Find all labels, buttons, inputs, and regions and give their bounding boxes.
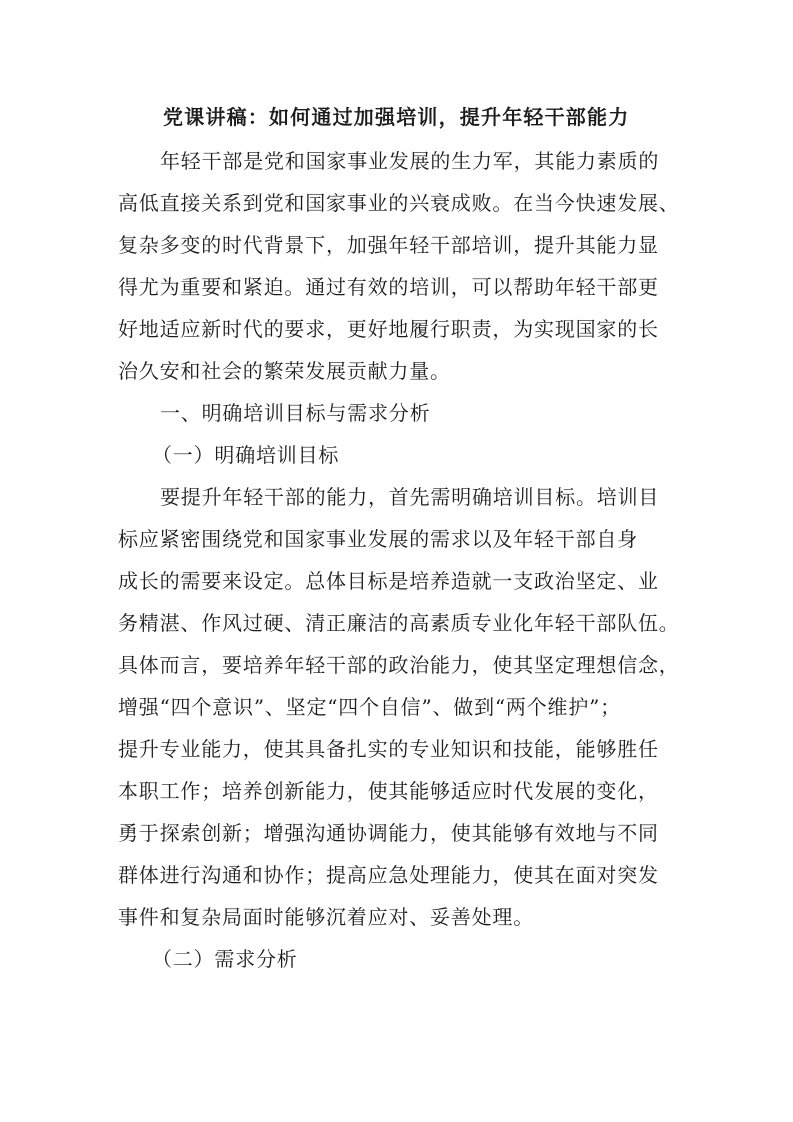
section-heading: 一、明确培训目标与需求分析 bbox=[160, 401, 431, 425]
intro-line: 年轻干部是党和国家事业发展的生力军，其能力素质的 bbox=[160, 149, 660, 173]
body-line: 勇于探索创新；增强沟通协调能力，使其能够有效地与不同 bbox=[118, 821, 659, 845]
body-line: 具体而言，要培养年轻干部的政治能力，使其坚定理想信念， bbox=[118, 653, 680, 677]
body-line: 务精湛、作风过硬、清正廉洁的高素质专业化年轻干部队伍。 bbox=[118, 611, 680, 635]
body-line: 成长的需要来设定。总体目标是培养造就一支政治坚定、业 bbox=[118, 569, 659, 593]
body-line: 本职工作；培养创新能力，使其能够适应时代发展的变化， bbox=[118, 779, 659, 803]
intro-line: 得尤为重要和紧迫。通过有效的培训，可以帮助年轻干部更 bbox=[118, 275, 659, 299]
body-line: 标应紧密围绕党和国家事业发展的需求以及年轻干部自身 bbox=[118, 527, 638, 551]
document-title: 党课讲稿：如何通过加强培训，提升年轻干部能力 bbox=[163, 105, 630, 129]
subsection-heading: （二）需求分析 bbox=[152, 947, 298, 971]
body-line: 增强“四个意识”、坚定“四个自信”、做到“两个维护”； bbox=[118, 695, 621, 719]
intro-line: 治久安和社会的繁荣发展贡献力量。 bbox=[118, 359, 451, 383]
body-line: 群体进行沟通和协作；提高应急处理能力，使其在面对突发 bbox=[118, 863, 659, 887]
intro-line: 高低直接关系到党和国家事业的兴衰成败。在当今快速发展、 bbox=[118, 191, 680, 215]
subsection-heading: （一）明确培训目标 bbox=[152, 443, 340, 467]
body-line: 事件和复杂局面时能够沉着应对、妥善处理。 bbox=[118, 905, 534, 929]
intro-line: 好地适应新时代的要求，更好地履行职责，为实现国家的长 bbox=[118, 317, 659, 341]
body-line: 提升专业能力，使其具备扎实的专业知识和技能，能够胜任 bbox=[118, 737, 659, 761]
intro-line: 复杂多变的时代背景下，加强年轻干部培训，提升其能力显 bbox=[118, 233, 659, 257]
body-line: 要提升年轻干部的能力，首先需明确培训目标。培训目 bbox=[160, 485, 660, 509]
